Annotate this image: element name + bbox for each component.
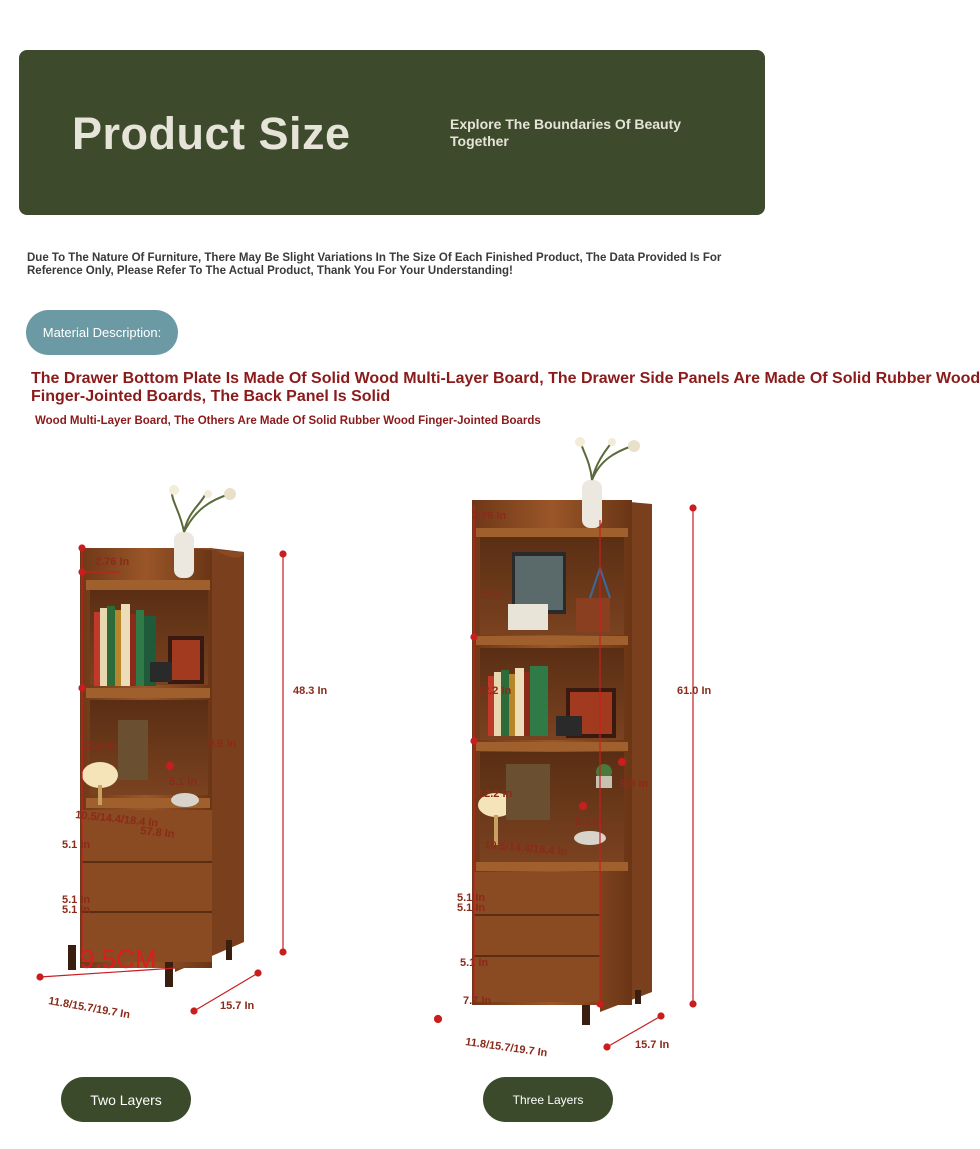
- two-layers-label: [61, 1077, 191, 1122]
- right-dim-drawer-h1: 5.1 In: [457, 892, 486, 904]
- right-dim-drawer-h3: 5.1 In: [460, 957, 489, 969]
- left-dim-drawer-widths: 10.5/14.4/18.4 In: [74, 809, 159, 830]
- right-dim-shelf2: 12.2 In: [477, 685, 512, 697]
- right-dim-height: 61.0 In: [677, 685, 712, 697]
- disclaimer-text: Due To The Nature Of Furniture, There May Be Slight Variations In The Size Of Each Finished Product, The Data Provided Is For Reference Only, Please Refer To The Actual Product, Thank You For Your Understanding!: [27, 252, 722, 277]
- right-dim-leg: 7.7 In: [463, 995, 492, 1007]
- left-dim-height: 48.3 In: [293, 685, 328, 697]
- right-dim-shelf3: 12.2 In: [478, 788, 513, 800]
- books: [94, 604, 156, 686]
- material-description-label: Material Description:: [42, 325, 162, 340]
- banner-subtitle: Explore The Boundaries Of Beauty Together: [450, 116, 682, 149]
- left-dim-leg: 9.5CM: [80, 944, 157, 974]
- right-dim-top: 2.76 In: [472, 510, 507, 522]
- right-dim-inner: 5.1 In: [575, 816, 604, 828]
- product-dimension-photo: [0, 430, 790, 1070]
- right-dim-drawer-widths: 10.5/14.4/18.4 In: [483, 839, 568, 859]
- left-dim-shelf: 12.2 In: [82, 740, 117, 752]
- left-dim-inner: 5.1 In: [169, 776, 198, 788]
- material-heading-line1: The Drawer Bottom Plate Is Made Of Solid Wood Multi-Layer Board, The Drawer Side Panels Are Made Of Solid Rubber Wood: [31, 370, 980, 387]
- three-layers-text: Three Layers: [512, 1092, 584, 1107]
- material-description-badge: [26, 310, 178, 355]
- material-heading: [31, 370, 980, 406]
- vase: [582, 480, 602, 528]
- left-dim-width: 11.8/15.7/19.7 In: [47, 995, 131, 1022]
- left-dim-depth: 15.7 In: [220, 1000, 255, 1012]
- left-dim-top: 2.76 In: [95, 556, 130, 568]
- material-heading-line2: Finger-Jointed Boards, The Back Panel Is Solid: [31, 388, 391, 405]
- two-layers-text: Two Layers: [90, 1091, 162, 1108]
- right-dim-width: 11.8/15.7/19.7 In: [464, 1036, 549, 1060]
- right-dim-depth: 15.7 In: [635, 1039, 670, 1051]
- three-layers-label: [483, 1077, 613, 1122]
- left-dim-side: 9.9 In: [208, 738, 237, 750]
- page-title: Product Size: [72, 108, 351, 159]
- right-dim-side: 9.9 In: [620, 778, 649, 790]
- left-dim-drawer-h1: 5.1 In: [62, 839, 91, 851]
- material-subheading: Wood Multi-Layer Board, The Others Are Made Of Solid Rubber Wood Finger-Jointed Boards: [35, 415, 541, 427]
- two-layer-cabinet: [37, 485, 286, 1014]
- left-dim-drawer-width2: 57.8 In: [139, 825, 176, 841]
- right-dim-drawer-h2: 5.1 In: [457, 902, 486, 914]
- vase: [174, 532, 194, 578]
- right-dim-shelf1: 12.2: [480, 589, 502, 601]
- left-dim-drawer-h3: 5.1 In: [62, 904, 91, 916]
- left-dim-drawer-h2: 5.1 In: [62, 894, 91, 906]
